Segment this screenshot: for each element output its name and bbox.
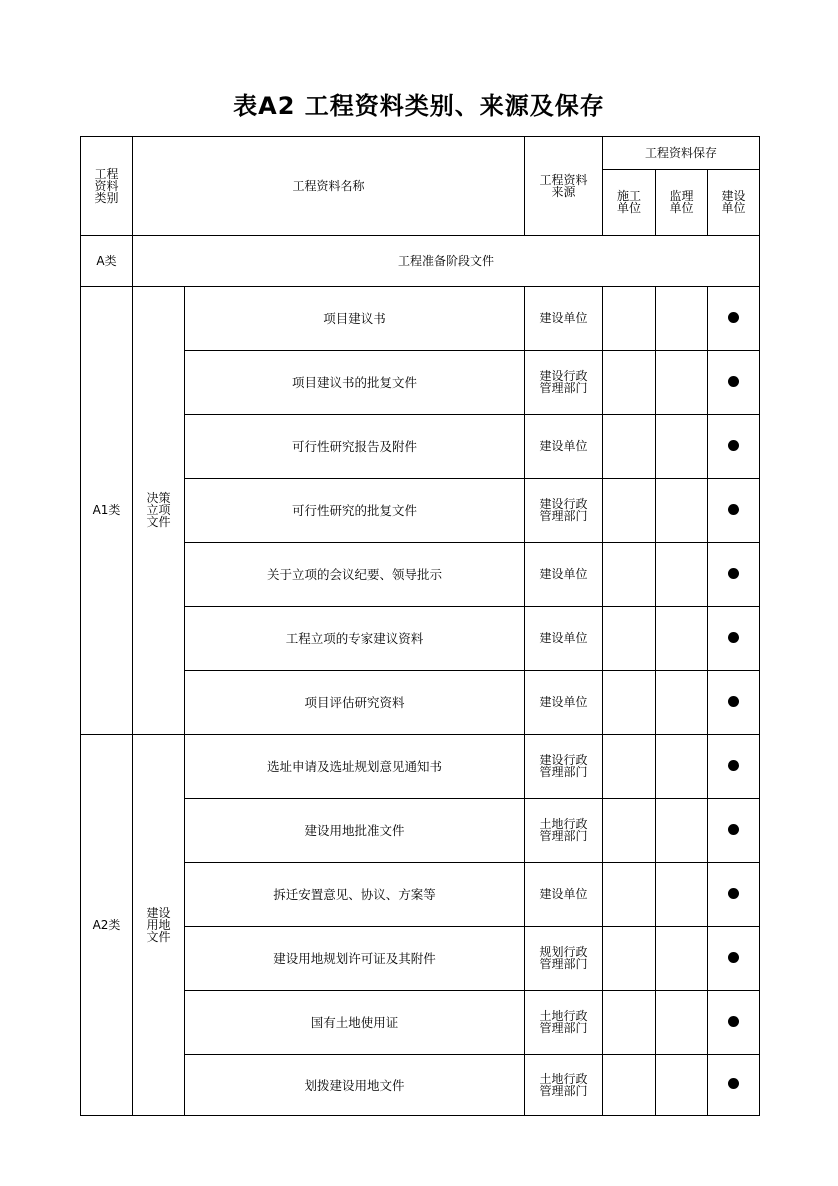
- record-name: 关于立项的会议纪要、领导批示: [185, 543, 525, 607]
- keep-supervision: [656, 543, 708, 607]
- record-source: 建设单位: [525, 415, 603, 479]
- keep-builder: [708, 287, 760, 351]
- keep-mark-icon: [728, 440, 739, 451]
- record-name: 可行性研究的批复文件: [185, 479, 525, 543]
- keep-mark-icon: [728, 568, 739, 579]
- header-keep: 工程资料保存: [603, 137, 760, 170]
- record-source: 建设单位: [525, 287, 603, 351]
- keep-builder: [708, 607, 760, 671]
- keep-construction: [603, 287, 656, 351]
- keep-construction: [603, 671, 656, 735]
- keep-mark-icon: [728, 696, 739, 707]
- keep-mark-icon: [728, 504, 739, 515]
- keep-construction: [603, 799, 656, 863]
- keep-supervision: [656, 735, 708, 799]
- header-category: 工程资料类别: [81, 137, 133, 236]
- keep-supervision: [656, 799, 708, 863]
- record-source: 建设单位: [525, 543, 603, 607]
- keep-construction: [603, 863, 656, 927]
- header-row-1: [81, 137, 760, 170]
- keep-mark-icon: [728, 1078, 739, 1089]
- keep-mark-icon: [728, 824, 739, 835]
- keep-supervision: [656, 1055, 708, 1116]
- section-code: A类: [81, 236, 133, 287]
- keep-supervision: [656, 479, 708, 543]
- record-source: 土地行政管理部门: [525, 1055, 603, 1116]
- group-code: A2类: [81, 735, 133, 1116]
- record-name: 项目评估研究资料: [185, 671, 525, 735]
- keep-builder: [708, 351, 760, 415]
- keep-builder: [708, 543, 760, 607]
- page-title: 表A2 工程资料类别、来源及保存: [233, 92, 605, 120]
- keep-builder: [708, 991, 760, 1055]
- record-source: 建设单位: [525, 863, 603, 927]
- keep-construction: [603, 927, 656, 991]
- group-code: A1类: [81, 287, 133, 735]
- keep-mark-icon: [728, 376, 739, 387]
- keep-supervision: [656, 607, 708, 671]
- keep-construction: [603, 415, 656, 479]
- keep-builder: [708, 479, 760, 543]
- keep-construction: [603, 1055, 656, 1116]
- section-label: 工程准备阶段文件: [133, 236, 760, 287]
- record-name: 可行性研究报告及附件: [185, 415, 525, 479]
- record-name: 项目建议书的批复文件: [185, 351, 525, 415]
- keep-supervision: [656, 671, 708, 735]
- record-name: 工程立项的专家建议资料: [185, 607, 525, 671]
- table-row: [81, 287, 760, 351]
- record-name: 国有土地使用证: [185, 991, 525, 1055]
- keep-mark-icon: [728, 888, 739, 899]
- keep-mark-icon: [728, 312, 739, 323]
- keep-supervision: [656, 927, 708, 991]
- keep-mark-icon: [728, 952, 739, 963]
- keep-supervision: [656, 351, 708, 415]
- keep-mark-icon: [728, 760, 739, 771]
- record-source: 土地行政管理部门: [525, 799, 603, 863]
- record-name: 拆迁安置意见、协议、方案等: [185, 863, 525, 927]
- keep-construction: [603, 607, 656, 671]
- keep-construction: [603, 479, 656, 543]
- header-name: 工程资料名称: [133, 137, 525, 236]
- keep-builder: [708, 415, 760, 479]
- keep-supervision: [656, 991, 708, 1055]
- keep-builder: [708, 735, 760, 799]
- header-source: 工程资料来源: [525, 137, 603, 236]
- keep-construction: [603, 991, 656, 1055]
- record-source: 建设单位: [525, 671, 603, 735]
- header-supervision: 监理单位: [656, 170, 708, 236]
- keep-mark-icon: [728, 632, 739, 643]
- record-source: 规划行政管理部门: [525, 927, 603, 991]
- record-name: 建设用地规划许可证及其附件: [185, 927, 525, 991]
- keep-builder: [708, 799, 760, 863]
- group-a2: [81, 735, 760, 1116]
- keep-builder: [708, 671, 760, 735]
- record-name: 划拨建设用地文件: [185, 1055, 525, 1116]
- group-label: 建设用地文件: [133, 735, 185, 1116]
- records-table: [80, 136, 760, 1116]
- record-name: 选址申请及选址规划意见通知书: [185, 735, 525, 799]
- record-source: 土地行政管理部门: [525, 991, 603, 1055]
- table-row: [81, 735, 760, 799]
- header-construction: 施工单位: [603, 170, 656, 236]
- keep-builder: [708, 927, 760, 991]
- record-source: 建设行政管理部门: [525, 351, 603, 415]
- keep-construction: [603, 735, 656, 799]
- keep-supervision: [656, 863, 708, 927]
- record-source: 建设行政管理部门: [525, 479, 603, 543]
- record-source: 建设单位: [525, 607, 603, 671]
- group-a1: [81, 287, 760, 735]
- group-label: 决策立项文件: [133, 287, 185, 735]
- keep-supervision: [656, 287, 708, 351]
- header-builder: 建设单位: [708, 170, 760, 236]
- keep-construction: [603, 543, 656, 607]
- keep-mark-icon: [728, 1016, 739, 1027]
- record-name: 项目建议书: [185, 287, 525, 351]
- record-name: 建设用地批准文件: [185, 799, 525, 863]
- keep-construction: [603, 351, 656, 415]
- record-source: 建设行政管理部门: [525, 735, 603, 799]
- keep-builder: [708, 1055, 760, 1116]
- keep-builder: [708, 863, 760, 927]
- keep-supervision: [656, 415, 708, 479]
- section-row-a: [81, 236, 760, 287]
